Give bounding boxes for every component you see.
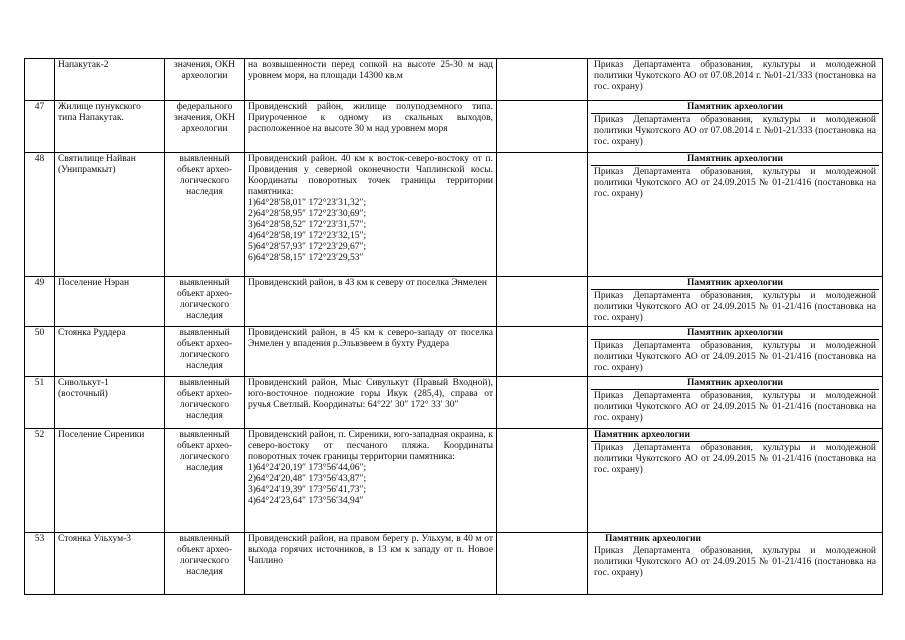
coordinate-line: 3)64°24′19,39″ 173°56′41,73″; <box>248 485 367 495</box>
monument-category: выявленный объект архео-логического наследия <box>165 377 245 429</box>
monument-name: Стоянка Ульхум-3 <box>55 533 165 595</box>
monument-category: значения, ОКН археологии <box>165 59 245 101</box>
monument-name: Стоянка Руддера <box>55 327 165 377</box>
status-heading: Памятник археологии <box>605 534 701 544</box>
monument-name: Поселение Нэран <box>55 277 165 327</box>
coordinate-line: 5)64°28′57,93″ 172°23′29,67″; <box>248 242 367 252</box>
location-text: Провиденский район. 40 км к восток-северо-востоку от п. Провидения у северной оконечности Чаплинской косы. Координаты поворотных точек границы территории памятника: <box>248 154 493 197</box>
status-cell <box>588 429 883 533</box>
location-text: Провиденский район, п. Сиреники, юго-западная окраина, к северо-востоку от песчаного пляжа. Координаты поворотных точек границы территории памятника: <box>248 430 493 462</box>
row-number: 51 <box>25 377 55 429</box>
status-order: Приказ Департамента образования, культуры и молодежной политики Чукотского АО от 07.08.2014 г. №01-21/333 (постановка на гос. охрану) <box>594 60 876 92</box>
status-order: Приказ Департамента образования, культуры и молодежной политики Чукотского АО от 24.09.2015 № 01-21/416 (постановка на гос. охрану) <box>594 291 876 323</box>
status-cell <box>588 533 883 595</box>
status-heading: Памятник археологии <box>591 154 879 166</box>
monument-name: Жилище пунукского типа Напакутак. <box>55 101 165 153</box>
monument-category: федерального значения, ОКН археологии <box>165 101 245 153</box>
row-number: 53 <box>25 533 55 595</box>
empty-cell <box>497 377 588 429</box>
status-heading: Памятник археологии <box>591 430 879 442</box>
empty-cell <box>497 153 588 277</box>
status-cell <box>588 377 883 429</box>
monument-location <box>245 153 497 277</box>
status-cell <box>588 153 883 277</box>
row-number: 47 <box>25 101 55 153</box>
monument-location: Провиденский район, жилище полуподземного типа. Приуроченное к одному из скальных выходов, расположенное на высоте 30 м над уровнем моря <box>245 101 497 153</box>
coordinate-line: 4)64°28′58,19″ 172°23′32,15″; <box>248 231 367 241</box>
monument-category: выявленный объект архео-логического наследия <box>165 153 245 277</box>
status-cell <box>588 277 883 327</box>
coordinate-line: 6)64°28′58,15″ 172°23′29,53″ <box>248 253 364 263</box>
status-cell <box>588 59 883 101</box>
empty-cell <box>497 429 588 533</box>
row-number: 50 <box>25 327 55 377</box>
table-row <box>25 377 883 429</box>
monument-category: выявленный объект архео-логического наследия <box>165 327 245 377</box>
coordinate-line: 4)64°24′23,64″ 173°56′34,94″ <box>248 496 364 506</box>
status-cell <box>588 101 883 153</box>
table-row <box>25 327 883 377</box>
monument-name: Напакутак-2 <box>55 59 165 101</box>
status-heading: Памятник археологии <box>591 328 879 340</box>
row-number: 52 <box>25 429 55 533</box>
status-heading: Памятник археологии <box>591 278 879 290</box>
table-row <box>25 59 883 101</box>
empty-cell <box>497 327 588 377</box>
status-order: Приказ Департамента образования, культуры и молодежной политики Чукотского АО от 24.09.2015 № 01-21/416 (постановка на гос. охрану) <box>594 443 876 475</box>
monument-location: Провиденский район, в 45 км к северо-западу от поселка Энмелен у впадения р.Эльвэвеем в бухту Руддера <box>245 327 497 377</box>
status-heading: Памятник археологии <box>591 378 879 390</box>
coordinate-line: 3)64°28′58,52″ 172°23′31,57″; <box>248 220 367 230</box>
empty-cell <box>497 277 588 327</box>
monument-category: выявленный объект архео-логического наследия <box>165 429 245 533</box>
monuments-table <box>24 58 883 595</box>
empty-cell <box>497 59 588 101</box>
status-order: Приказ Департамента образования, культуры и молодежной политики Чукотского АО от 24.09.2015 № 01-21/416 (постановка на гос. охрану) <box>594 167 876 199</box>
status-order: Приказ Департамента образования, культуры и молодежной политики Чукотского АО от 24.09.2015 № 01-21/416 (постановка на гос. охрану) <box>594 391 876 423</box>
monument-location: Провиденский район, Мыс Сивулькут (Правый Входной), юго-восточное подножие горы Икук (285,4), справа от ручья Светлый. Координаты: 64°22′ 30″ 172° 33′ 30″ <box>245 377 497 429</box>
coordinate-line: 2)64°28′58,95″ 172°23′30,69″; <box>248 209 367 219</box>
monument-location <box>245 429 497 533</box>
monument-location: Провиденский район, на правом берегу р. Ульхум, в 40 м от выхода горячих источников, в 13 км к западу от п. Новое Чаплино <box>245 533 497 595</box>
monument-category: выявленный объект архео-логического наследия <box>165 277 245 327</box>
status-heading: Памятник археологии <box>591 102 879 114</box>
monument-category: выявленный объект архео-логического наследия <box>165 533 245 595</box>
status-order: Приказ Департамента образования, культуры и молодежной политики Чукотского АО от 24.09.2015 № 01-21/416 (постановка на гос. охрану) <box>594 546 876 578</box>
row-number: 49 <box>25 277 55 327</box>
empty-cell <box>497 533 588 595</box>
monument-location: Провиденский район, в 43 км к северу от поселка Энмелен <box>245 277 497 327</box>
status-order: Приказ Департамента образования, культуры и молодежной политики Чукотского АО от 07.08.2014 г. №01-21/333 (постановка на гос. охрану) <box>594 115 876 147</box>
table-row <box>25 429 883 533</box>
monument-name: Сиволькут-1 (восточный) <box>55 377 165 429</box>
table-row <box>25 533 883 595</box>
table-row <box>25 153 883 277</box>
status-order: Приказ Департамента образования, культуры и молодежной политики Чукотского АО от 24.09.2015 № 01-21/416 (постановка на гос. охрану) <box>594 341 876 373</box>
monument-name: Святилище Найван (Унипрамкыт) <box>55 153 165 277</box>
coordinate-line: 2)64°24′20,48″ 173°56′43,87″; <box>248 474 367 484</box>
coordinate-line: 1)64°24′20,19″ 173°56′44,06″; <box>248 463 367 473</box>
monument-name: Поселение Сиреники <box>55 429 165 533</box>
table-row <box>25 277 883 327</box>
row-number: 48 <box>25 153 55 277</box>
row-number <box>25 59 55 101</box>
coordinate-line: 1)64°28′58,01″ 172°23′31,32″; <box>248 198 367 208</box>
empty-cell <box>497 101 588 153</box>
monument-location: на возвышенности перед сопкой на высоте 25-30 м над уровнем моря, на площади 14300 кв.м <box>245 59 497 101</box>
status-cell <box>588 327 883 377</box>
table-row <box>25 101 883 153</box>
